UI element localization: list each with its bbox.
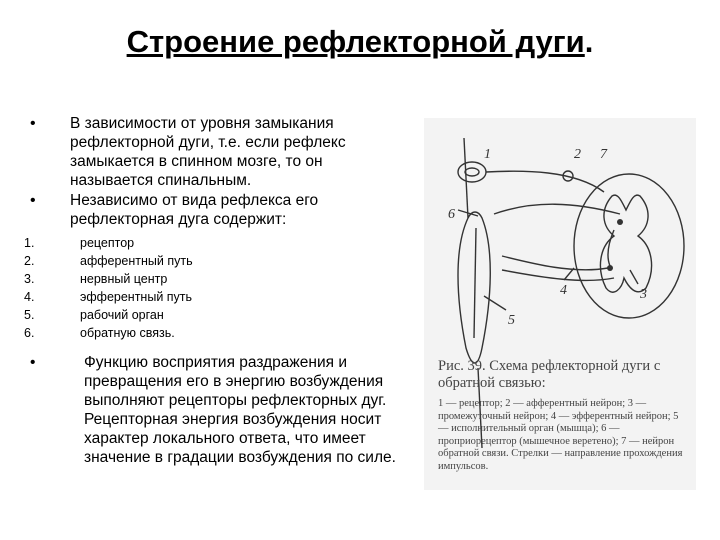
list-number: 1. [24, 236, 35, 250]
label-1: 1 [484, 147, 491, 162]
list-text: обратную связь. [80, 326, 175, 340]
label-6: 6 [448, 207, 455, 222]
bullet-icon: • [30, 192, 36, 209]
list-item [24, 306, 404, 324]
neuron-body [617, 219, 623, 225]
list-number: 5. [24, 308, 35, 322]
bullet-text-3: Функцию восприятия раздражения и превращения его в энергию возбуждения выполняют рецепторы рефлекторных дуг. Рецепторная энергия возбуждения носит характер локального ответа, что имеет значение в градации возбуждения по силе. [84, 354, 396, 466]
caption-body: 1 — рецептор; 2 — афферентный нейрон; 3 — промежуточный нейрон; 4 — эфферентный нейрон; 5 — исполнительный орган (мышца); 6 — проприорецептор (мышечное веретено); 7 — нейрон обратной связи. Стрелки — направление прохождения импульсов. [438, 398, 683, 472]
list-number: 2. [24, 254, 35, 268]
bullet-icon: • [30, 354, 36, 371]
list-item [24, 234, 404, 252]
bullet-list [24, 114, 404, 342]
list-item [24, 270, 404, 288]
bullet-icon: • [30, 115, 36, 132]
label-3: 3 [640, 287, 647, 302]
list-item [24, 252, 404, 270]
list-text: афферентный путь [80, 254, 193, 268]
bullet-item-3 [24, 353, 414, 467]
bullet-item-2 [24, 191, 404, 229]
list-item [24, 324, 404, 342]
label-4: 4 [560, 283, 567, 298]
figure-caption [438, 358, 690, 473]
page-title [0, 24, 720, 60]
bullet-text-2: Независимо от вида рефлекса его рефлекторная дуга содержит: [70, 192, 319, 228]
list-text: эфферентный путь [80, 290, 193, 304]
list-text: рабочий орган [80, 308, 164, 322]
list-text: нервный центр [80, 272, 168, 286]
bullet-item-1 [24, 114, 404, 190]
neuron-body [607, 265, 613, 271]
list-text: рецептор [80, 236, 135, 250]
label-5: 5 [508, 313, 515, 328]
title-punct: . [584, 24, 594, 59]
caption-title: Рис. 39. Схема рефлекторной дуги с обратной связью: [438, 358, 661, 391]
list-number: 4. [24, 290, 35, 304]
list-item [24, 288, 404, 306]
label-7: 7 [600, 147, 607, 162]
list-number: 6. [24, 326, 35, 340]
bullet-text-1: В зависимости от уровня замыкания рефлекторной дуги, т.е. если рефлекс замыкается в спинном мозге, то он называется спинальным. [70, 115, 346, 189]
numbered-list [24, 234, 404, 342]
list-number: 3. [24, 272, 35, 286]
label-2: 2 [574, 147, 581, 162]
title-text: Строение рефлекторной дуги [126, 24, 585, 59]
